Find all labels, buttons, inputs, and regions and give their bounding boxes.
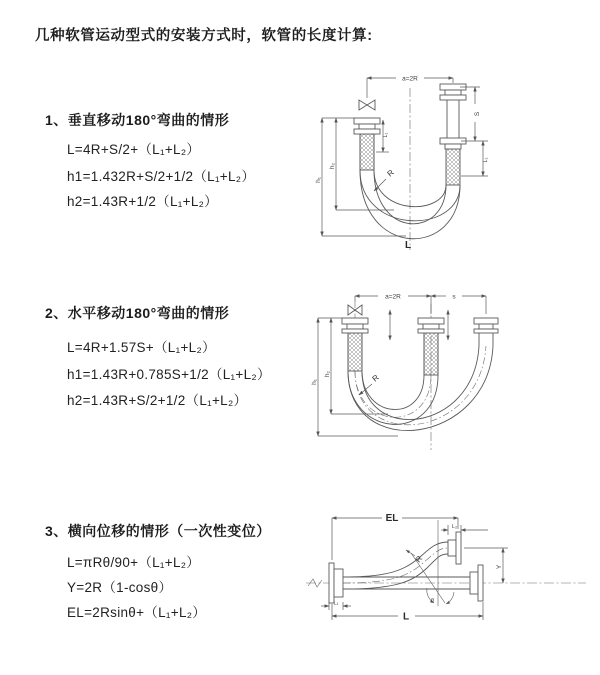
formula-offset: Y=2R（1-cosθ） <box>67 580 173 595</box>
dim-label-height1: h₁ <box>311 379 318 385</box>
section-2-heading: 2、水平移动180°弯曲的情形 <box>45 305 230 321</box>
dim-label-fitting-right: L₁ <box>483 157 489 163</box>
dim-label-length: L <box>404 240 412 251</box>
diagram-lateral-offset <box>298 502 593 644</box>
dim-label-fitting-left: L₁ <box>333 600 339 607</box>
dimension-lines <box>322 75 488 236</box>
dim-label-height2: h₂ <box>329 162 336 170</box>
dim-label-travel: S <box>474 111 481 117</box>
dim-label-projected-length: EL <box>385 513 399 524</box>
dim-label-span: a=2R <box>385 293 401 301</box>
dim-label-angle: θ <box>431 598 435 604</box>
dim-label-fitting-top: L₂ <box>451 524 458 530</box>
dim-label-height1: h₁ <box>315 177 322 183</box>
formula-height2: h2=1.43R+1/2（L₁+L₂） <box>67 194 218 209</box>
dimension-lines <box>318 293 486 436</box>
diagram-horizontal-180-bend <box>308 284 578 456</box>
section-vertical-bend <box>45 110 345 209</box>
formula-projected-length: EL=2Rsinθ+（L₁+L₂） <box>67 605 207 620</box>
hose-body <box>348 333 493 431</box>
formula-height1: h1=1.432R+S/2+1/2（L₁+L₂） <box>67 169 256 184</box>
valve-icon <box>359 100 375 110</box>
formula-height2: h2=1.43R+S/2+1/2（L₁+L₂） <box>67 393 248 408</box>
dim-label-offset: Y <box>496 564 503 570</box>
dim-label-radius: R <box>385 167 396 179</box>
section-horizontal-bend <box>45 303 345 408</box>
dim-label-length: L <box>402 611 410 623</box>
formula-length: L=4R+S/2+（L₁+L₂） <box>67 142 201 157</box>
diagram-vertical-180-bend <box>310 64 570 256</box>
page-title: 几种软管运动型式的安装方式时，软管的长度计算: <box>35 28 373 44</box>
dim-label-radius: R <box>370 372 381 384</box>
section-1-heading: 1、垂直移动180°弯曲的情形 <box>45 112 230 128</box>
formula-height1: h1=1.43R+0.785S+1/2（L₁+L₂） <box>67 367 271 382</box>
dim-label-travel: s <box>452 293 456 301</box>
dim-label-radius: R <box>413 554 425 565</box>
flange-fittings <box>342 318 498 333</box>
dim-label-span: a=2R <box>402 75 418 83</box>
flange-fittings <box>329 532 483 603</box>
section-3-heading: 3、横向位移的情形（一次性变位） <box>45 523 271 539</box>
formula-length: L=πRθ/90+（L₁+L₂） <box>67 555 201 570</box>
dim-label-fitting-left: L₁ <box>383 132 389 138</box>
formula-length: L=4R+1.57S+（L₁+L₂） <box>67 340 216 355</box>
construction-lines <box>406 520 454 606</box>
dim-label-height2: h₂ <box>324 370 331 378</box>
